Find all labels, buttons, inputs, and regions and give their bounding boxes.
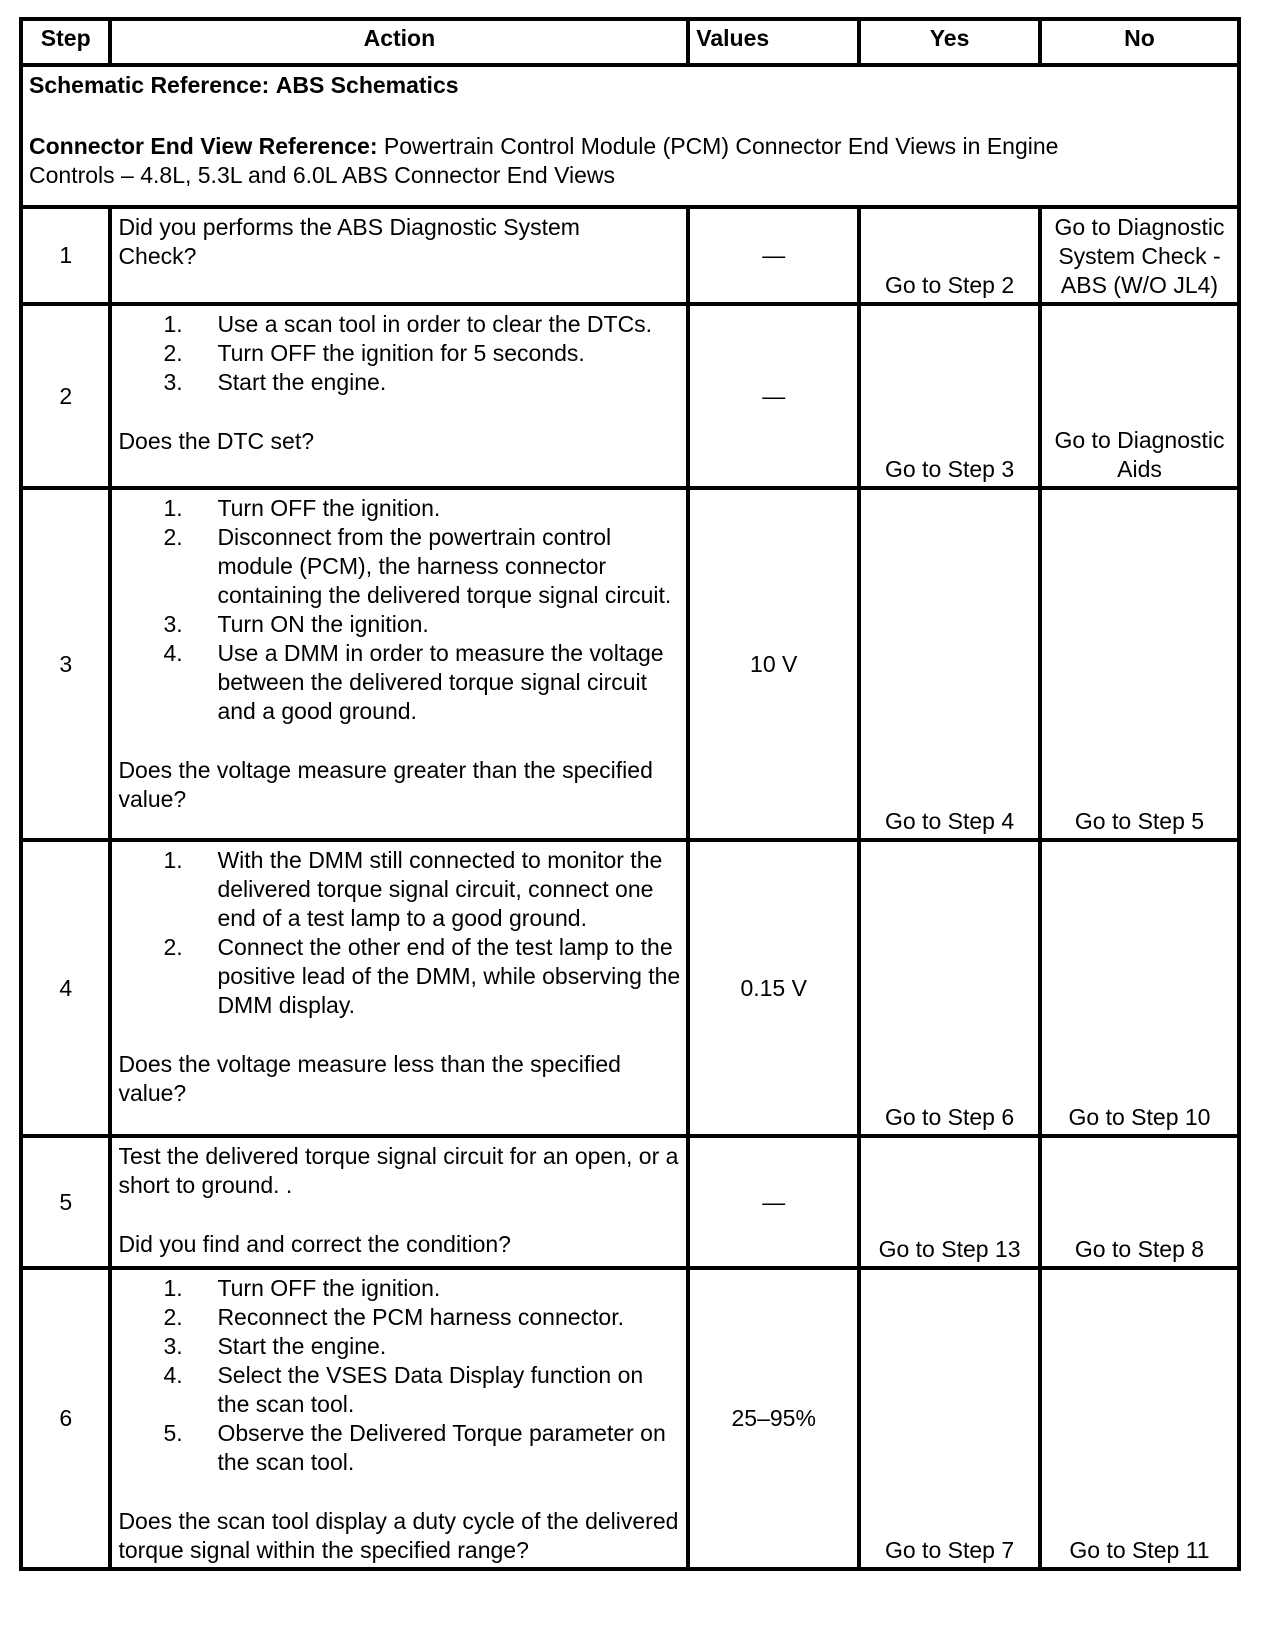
no-text-3: ABS (W/O JL4) <box>1060 272 1219 298</box>
header-no: No <box>1040 19 1239 65</box>
action-cell <box>110 207 688 304</box>
list-item: 4. Select the VSES Data Display function on the scan tool. <box>163 1362 644 1417</box>
value-cell: — <box>688 304 859 488</box>
no-cell: Go to Step 10 <box>1040 840 1239 1136</box>
table-row <box>21 840 1239 1136</box>
no-cell: Go to Step 11 <box>1040 1268 1239 1569</box>
list-item: 3. Turn ON the ignition. <box>163 611 429 637</box>
yes-cell: Go to Step 3 <box>859 304 1040 488</box>
list-item: 2. Connect the other end of the test lamp to the positive lead of the DMM, while observing the DMM display. <box>163 934 681 1018</box>
list-item: 1. Use a scan tool in order to clear the DTCs. <box>163 311 653 337</box>
value-cell: 10 V <box>688 488 859 840</box>
header-step: Step <box>21 19 110 65</box>
connector-reference-value-1: Powertrain Control Module (PCM) Connector End Views in Engine <box>383 133 1059 159</box>
no-text-1: Go to Diagnostic <box>1054 427 1225 453</box>
list-item: 4. Use a DMM in order to measure the voltage between the delivered torque signal circuit and a good ground. <box>163 640 664 724</box>
table-row <box>21 1268 1239 1569</box>
step-number: 4 <box>21 840 110 1136</box>
action-cell <box>110 488 688 840</box>
yes-cell: Go to Step 2 <box>859 207 1040 304</box>
action-question: Does the voltage measure less than the specified value? <box>118 1051 621 1106</box>
no-cell: Go to Step 8 <box>1040 1136 1239 1268</box>
action-question: Does the scan tool display a duty cycle of the delivered torque signal within the specified range? <box>118 1508 679 1563</box>
table-row <box>21 488 1239 840</box>
value-cell: — <box>688 207 859 304</box>
step-number: 1 <box>21 207 110 304</box>
action-list <box>118 1274 680 1477</box>
reference-row <box>21 65 1239 207</box>
action-question: Did you find and correct the condition? <box>118 1231 511 1257</box>
list-item: 1. Turn OFF the ignition. <box>163 1275 441 1301</box>
yes-cell: Go to Step 7 <box>859 1268 1040 1569</box>
table-row <box>21 1136 1239 1268</box>
step-number: 5 <box>21 1136 110 1268</box>
header-action: Action <box>110 19 688 65</box>
step-number: 2 <box>21 304 110 488</box>
list-item: 3. Start the engine. <box>163 369 387 395</box>
action-cell <box>110 304 688 488</box>
schematic-reference-label: Schematic Reference: <box>29 72 270 98</box>
list-item: 1. Turn OFF the ignition. <box>163 495 441 521</box>
no-text-1: Go to Diagnostic <box>1054 214 1225 240</box>
header-values: Values <box>688 19 859 65</box>
yes-cell: Go to Step 4 <box>859 488 1040 840</box>
action-list <box>118 494 680 726</box>
list-item: 2. Turn OFF the ignition for 5 seconds. <box>163 340 585 366</box>
value-cell: 0.15 V <box>688 840 859 1136</box>
connector-reference-value-2: Controls – 4.8L, 5.3L and 6.0L ABS Connector End Views <box>29 162 616 188</box>
list-item: 1. With the DMM still connected to monitor the delivered torque signal circuit, connect one end of a test lamp to a good ground. <box>163 847 663 931</box>
step-number: 3 <box>21 488 110 840</box>
action-question: Does the voltage measure greater than the specified value? <box>118 757 653 812</box>
header-yes: Yes <box>859 19 1040 65</box>
header-row <box>21 19 1239 65</box>
no-text-2: Aids <box>1117 456 1162 482</box>
action-text-1: Did you performs the ABS Diagnostic System <box>118 214 580 240</box>
no-text-2: System Check - <box>1058 243 1221 269</box>
list-item: 2. Reconnect the PCM harness connector. <box>163 1304 624 1330</box>
no-cell: Go to Step 5 <box>1040 488 1239 840</box>
value-cell: 25–95% <box>688 1268 859 1569</box>
action-cell <box>110 1268 688 1569</box>
diagnostic-table <box>19 17 1241 1571</box>
action-cell <box>110 1136 688 1268</box>
connector-reference-label: Connector End View Reference: <box>29 133 378 159</box>
yes-cell: Go to Step 13 <box>859 1136 1040 1268</box>
action-list <box>118 846 680 1020</box>
list-item: 5. Observe the Delivered Torque parameter on the scan tool. <box>163 1420 666 1475</box>
table-row <box>21 207 1239 304</box>
list-item: 2. Disconnect from the powertrain control module (PCM), the harness connector containing the delivered torque signal circuit. <box>163 524 672 608</box>
action-question: Does the DTC set? <box>118 428 315 454</box>
action-cell <box>110 840 688 1136</box>
step-number: 6 <box>21 1268 110 1569</box>
list-item: 3. Start the engine. <box>163 1333 387 1359</box>
table-row <box>21 304 1239 488</box>
action-text: Test the delivered torque signal circuit for an open, or a short to ground. . <box>118 1143 679 1198</box>
schematic-reference-value: ABS Schematics <box>275 72 459 98</box>
action-text-2: Check? <box>118 243 197 269</box>
no-cell <box>1040 304 1239 488</box>
reference-cell <box>21 65 1239 207</box>
no-cell <box>1040 207 1239 304</box>
action-list <box>118 310 680 397</box>
value-cell: — <box>688 1136 859 1268</box>
yes-cell: Go to Step 6 <box>859 840 1040 1136</box>
